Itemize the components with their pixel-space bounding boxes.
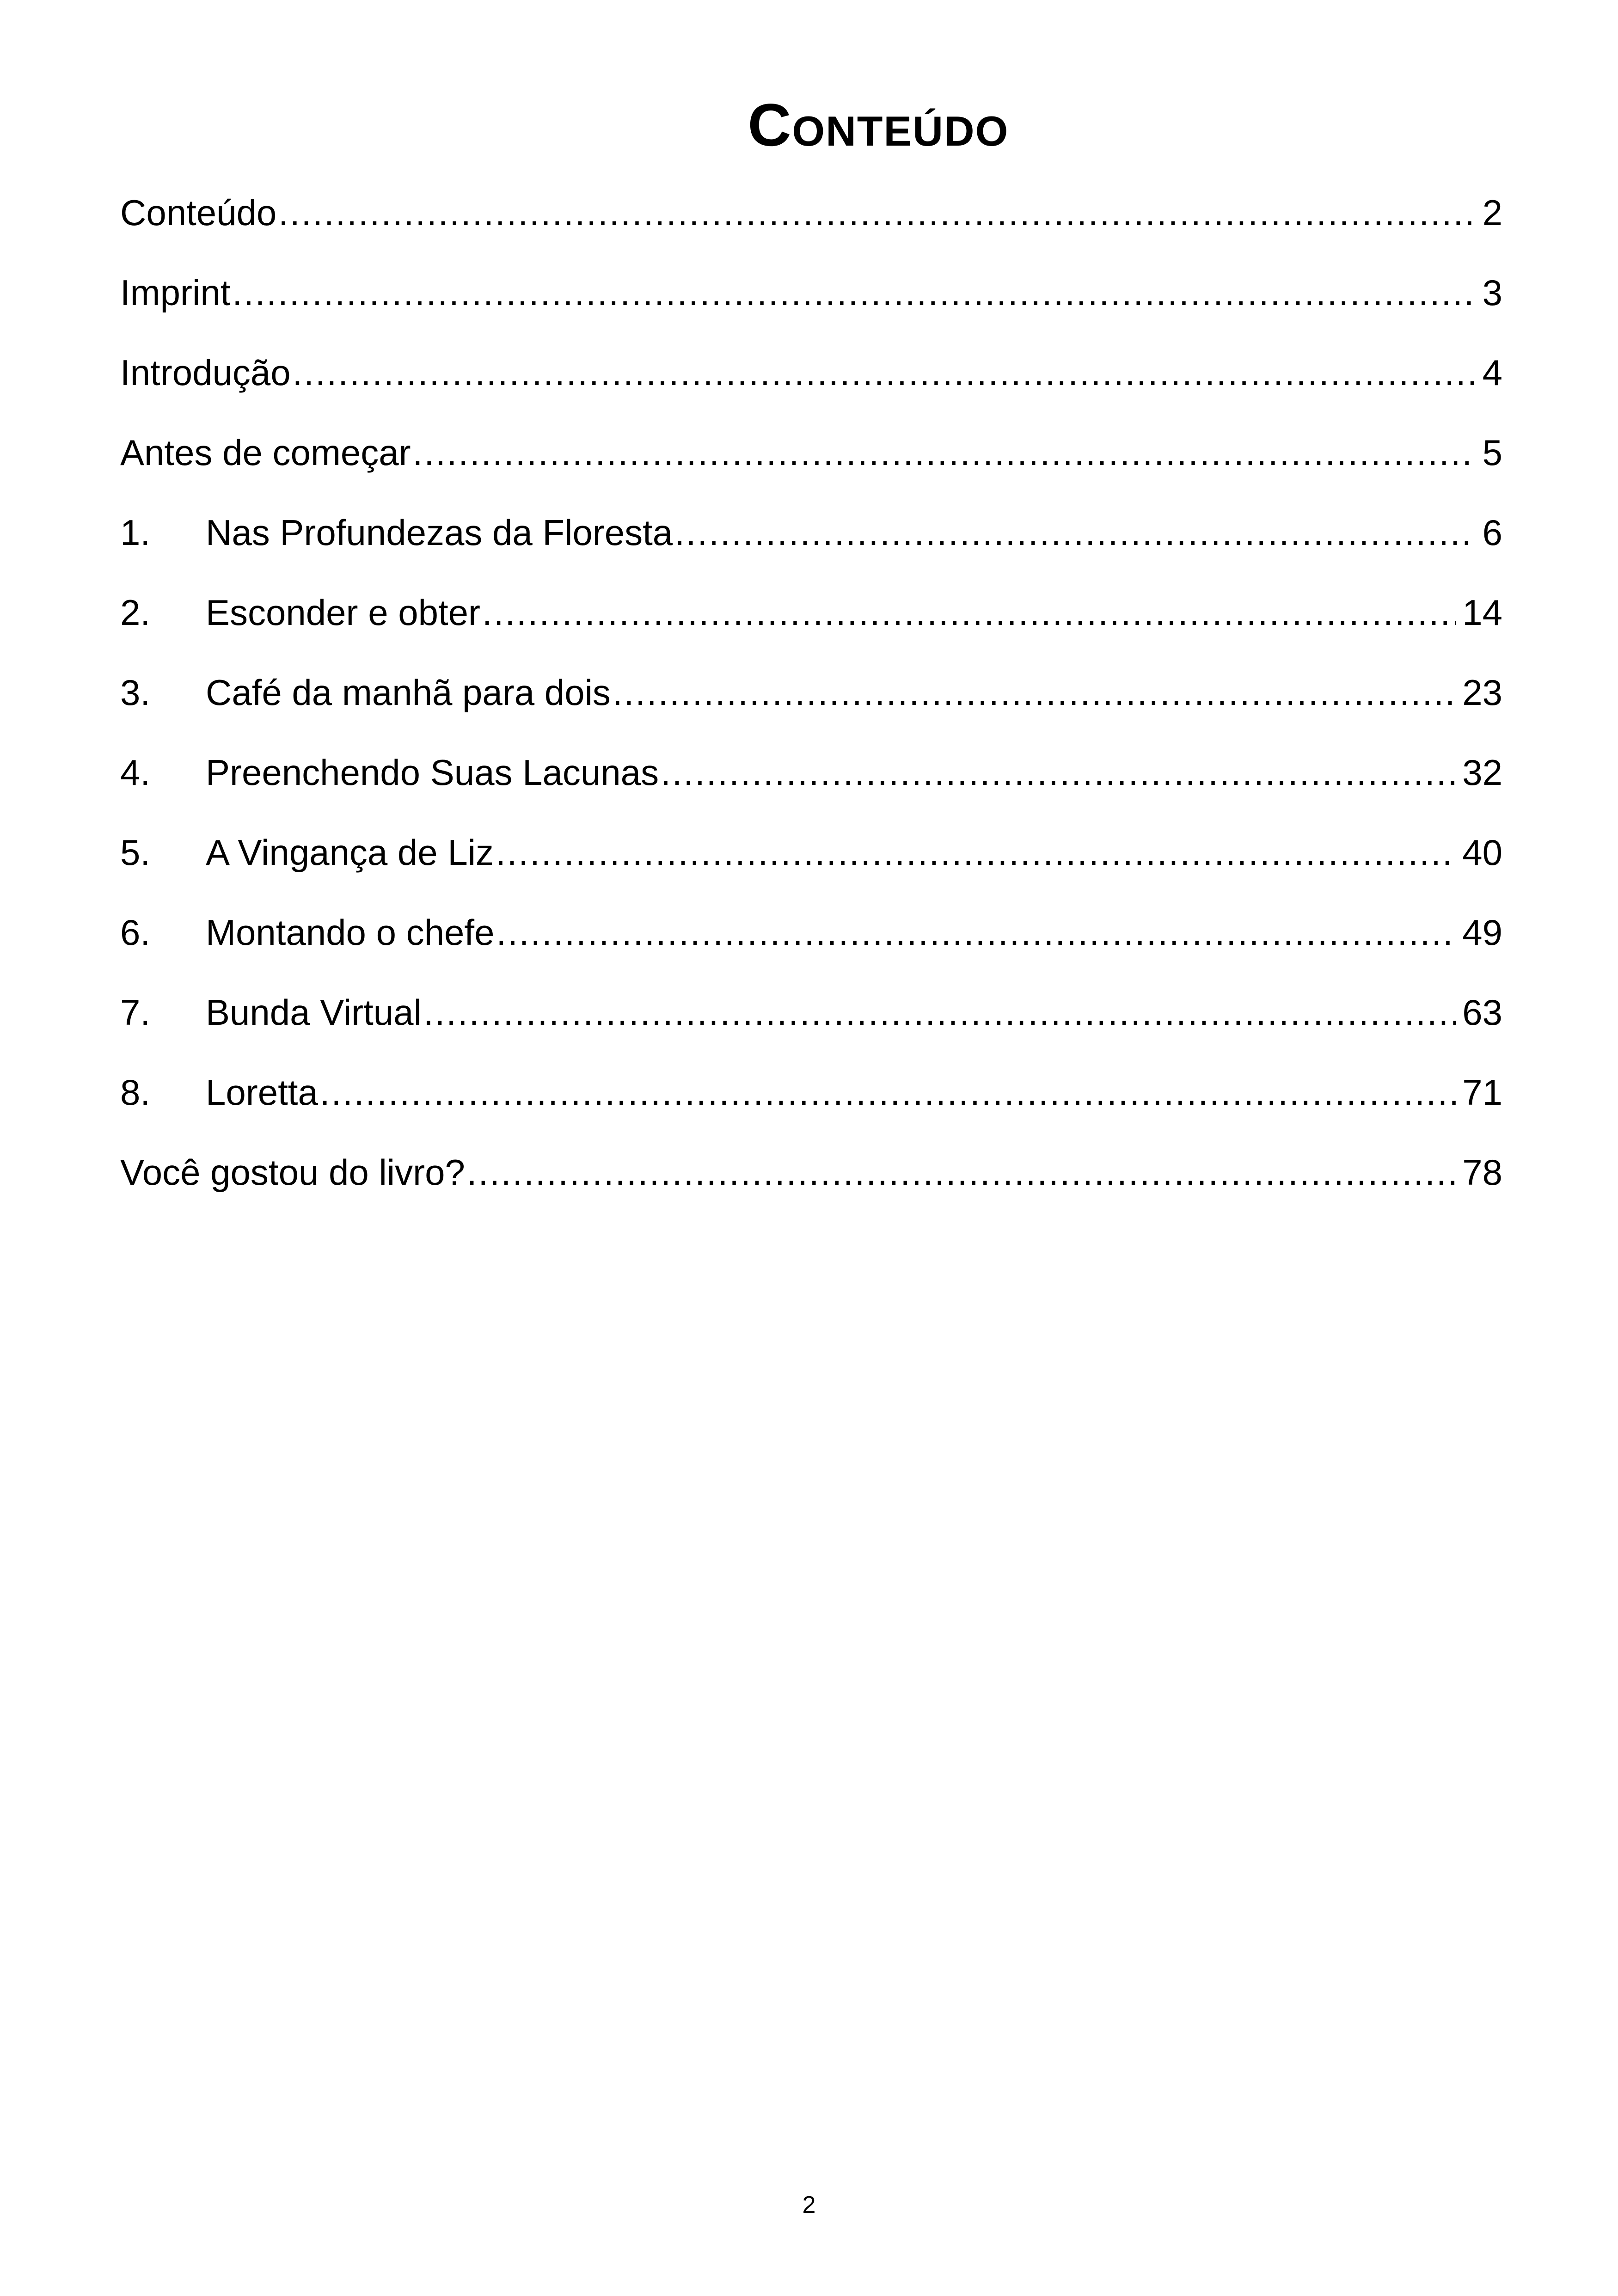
toc-entry-chapter-2[interactable] (120, 585, 1502, 665)
toc-entry-title: Bunda Virtual (206, 992, 422, 1033)
toc-entry-page: 40 (1462, 832, 1502, 873)
page-number: 2 (802, 2192, 816, 2218)
toc-entry-page: 3 (1482, 272, 1502, 313)
table-of-contents (120, 185, 1502, 1225)
dot-leader (496, 905, 1456, 960)
dot-leader (293, 345, 1476, 400)
dot-leader (467, 1145, 1456, 1200)
toc-entry-number: 4. (120, 752, 151, 793)
toc-entry-title: Introdução (120, 352, 291, 393)
toc-entry-page: 2 (1482, 192, 1502, 233)
toc-entry-title: Nas Profundezas da Floresta (206, 512, 673, 553)
toc-entry-page: 49 (1462, 912, 1502, 953)
page-title: Conteúdo (748, 91, 1009, 159)
toc-entry-page: 78 (1462, 1152, 1502, 1193)
toc-entry-page: 63 (1462, 992, 1502, 1033)
toc-entry-chapter-5[interactable] (120, 825, 1502, 905)
toc-entry-page: 23 (1462, 672, 1502, 713)
toc-entry-title: Antes de começar (120, 432, 411, 473)
toc-entry-title: Montando o chefe (206, 912, 495, 953)
dot-leader (423, 985, 1456, 1040)
toc-entry-page: 5 (1482, 432, 1502, 473)
toc-entry-title: Você gostou do livro? (120, 1152, 465, 1193)
toc-entry-chapter-7[interactable] (120, 985, 1502, 1065)
toc-entry-page: 4 (1482, 352, 1502, 393)
dot-leader (320, 1065, 1456, 1120)
toc-entry-title: Conteúdo (120, 192, 277, 233)
toc-entry-page: 6 (1482, 512, 1502, 553)
toc-entry-antes-de-comecar[interactable] (120, 425, 1502, 505)
toc-entry-title: Preenchendo Suas Lacunas (206, 752, 659, 793)
toc-entry-title: A Vingança de Liz (206, 832, 494, 873)
toc-entry-page: 32 (1462, 752, 1502, 793)
toc-entry-chapter-6[interactable] (120, 905, 1502, 985)
toc-entry-number: 8. (120, 1072, 151, 1113)
toc-entry-title: Esconder e obter (206, 592, 481, 633)
toc-entry-title: Loretta (206, 1072, 318, 1113)
dot-leader (613, 665, 1456, 720)
toc-entry-chapter-8[interactable] (120, 1065, 1502, 1145)
toc-entry-number: 2. (120, 592, 151, 633)
toc-entry-conteudo[interactable] (120, 185, 1502, 265)
dot-leader (674, 505, 1476, 560)
toc-entry-title: Café da manhã para dois (206, 672, 611, 713)
toc-entry-chapter-3[interactable] (120, 665, 1502, 745)
toc-entry-voce-gostou[interactable] (120, 1145, 1502, 1225)
dot-leader (496, 825, 1456, 880)
toc-entry-number: 1. (120, 512, 151, 553)
toc-entry-number: 6. (120, 912, 151, 953)
dot-leader (482, 585, 1456, 640)
toc-entry-page: 71 (1462, 1072, 1502, 1113)
dot-leader (232, 265, 1476, 320)
dot-leader (278, 185, 1476, 240)
toc-entry-chapter-4[interactable] (120, 745, 1502, 825)
toc-entry-number: 3. (120, 672, 151, 713)
toc-entry-page: 14 (1462, 592, 1502, 633)
dot-leader (661, 745, 1456, 800)
toc-entry-number: 7. (120, 992, 151, 1033)
toc-entry-imprint[interactable] (120, 265, 1502, 345)
toc-entry-title: Imprint (120, 272, 231, 313)
toc-entry-number: 5. (120, 832, 151, 873)
toc-entry-chapter-1[interactable] (120, 505, 1502, 585)
toc-entry-introducao[interactable] (120, 345, 1502, 425)
dot-leader (413, 425, 1476, 480)
